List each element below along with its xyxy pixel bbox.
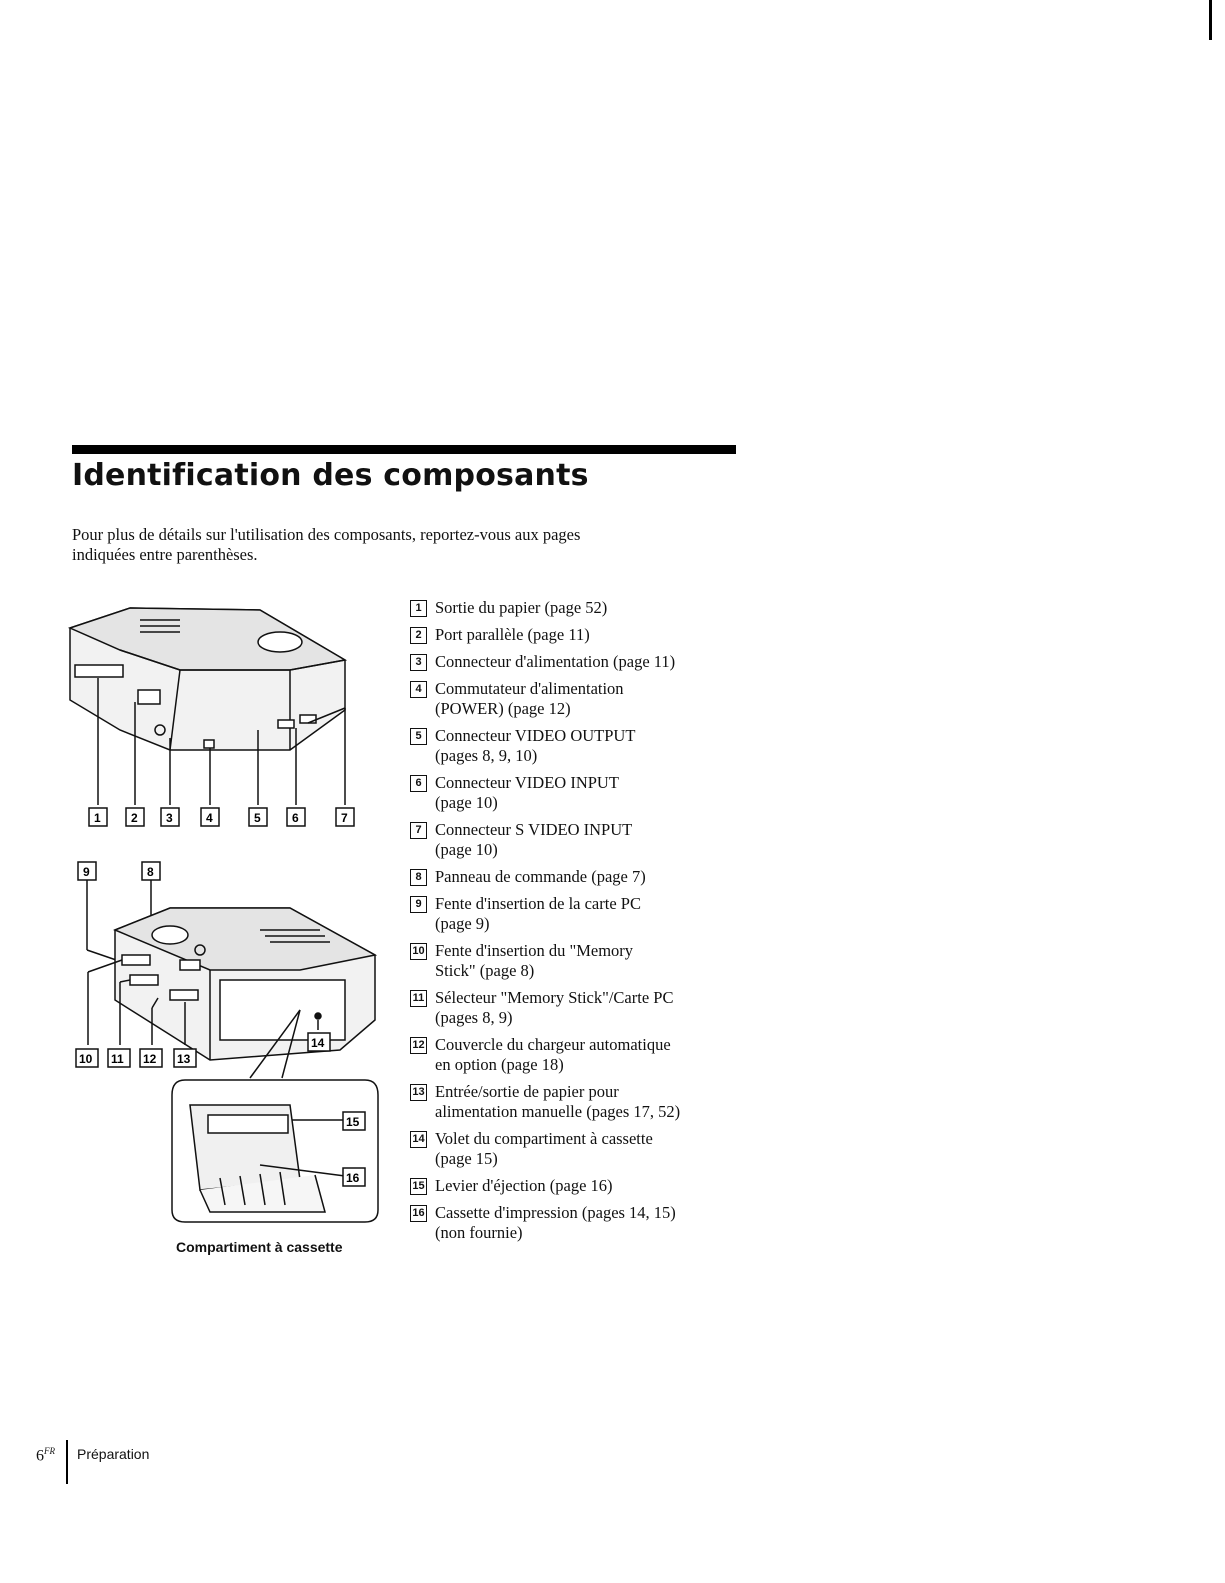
legend-number-badge: 13 — [410, 1084, 427, 1101]
callout-4: 4 — [206, 811, 213, 825]
corner-registration-mark — [1209, 0, 1212, 40]
legend-item — [410, 1176, 730, 1196]
legend-text-line-1: Fente d'insertion de la carte PC — [435, 894, 641, 913]
legend-text-line-1: Port parallèle (page 11) — [435, 625, 590, 644]
legend-item — [410, 941, 730, 981]
legend-text-line-2: Stick" (page 8) — [435, 961, 535, 980]
title-rule — [72, 445, 736, 454]
legend-number-badge: 9 — [410, 896, 427, 913]
legend-item — [410, 894, 730, 934]
figure-caption: Compartiment à cassette — [176, 1239, 343, 1255]
legend-text — [435, 679, 730, 719]
legend-item — [410, 1129, 730, 1169]
legend-number-badge: 11 — [410, 990, 427, 1007]
legend-text — [435, 625, 730, 645]
legend-number-badge: 16 — [410, 1205, 427, 1222]
callout-1: 1 — [94, 811, 101, 825]
legend-number-badge: 4 — [410, 681, 427, 698]
page-title: Identification des composants — [72, 458, 589, 493]
legend-text-line-1: Connecteur VIDEO OUTPUT — [435, 726, 636, 745]
legend-text — [435, 773, 730, 813]
legend-number-badge: 12 — [410, 1037, 427, 1054]
footer-divider — [66, 1440, 68, 1484]
legend-text-line-1: Sélecteur "Memory Stick"/Carte PC — [435, 988, 674, 1007]
legend-text-line-2: (non fournie) — [435, 1223, 523, 1242]
legend-text-line-2: en option (page 18) — [435, 1055, 564, 1074]
legend-text — [435, 1035, 730, 1075]
callout-15: 15 — [346, 1115, 360, 1129]
callout-5: 5 — [254, 811, 261, 825]
legend-text — [435, 988, 730, 1028]
legend-text — [435, 867, 730, 887]
legend-number-badge: 7 — [410, 822, 427, 839]
legend-item — [410, 867, 730, 887]
legend-text-line-1: Panneau de commande (page 7) — [435, 867, 646, 886]
legend-text-line-1: Levier d'éjection (page 16) — [435, 1176, 613, 1195]
legend-item — [410, 773, 730, 813]
page-number: $6^{FR}$ — [36, 1446, 55, 1465]
legend-item — [410, 1082, 730, 1122]
legend-number-badge: 2 — [410, 627, 427, 644]
legend-item — [410, 679, 730, 719]
legend-text — [435, 726, 730, 766]
legend-text-line-2: (page 9) — [435, 914, 490, 933]
legend-item — [410, 625, 730, 645]
callout-2: 2 — [131, 811, 138, 825]
callout-10: 10 — [79, 1052, 93, 1066]
intro-line-1: Pour plus de détails sur l'utilisation des composants, reportez-vous aux pages — [72, 525, 581, 544]
legend-item — [410, 820, 730, 860]
callouts-upper-front — [78, 862, 160, 880]
component-legend — [410, 598, 730, 1250]
legend-number-badge: 3 — [410, 654, 427, 671]
legend-text — [435, 820, 730, 860]
callout-12: 12 — [143, 1052, 157, 1066]
legend-text — [435, 1176, 730, 1196]
legend-number-badge: 5 — [410, 728, 427, 745]
callouts-top — [89, 808, 354, 826]
callout-11: 11 — [111, 1052, 124, 1066]
callout-14: 14 — [311, 1036, 325, 1050]
legend-item — [410, 988, 730, 1028]
legend-text-line-2: (pages 8, 9, 10) — [435, 746, 538, 765]
legend-text-line-2: (POWER) (page 12) — [435, 699, 571, 718]
legend-text — [435, 941, 730, 981]
cassette-compartment-inset — [172, 1080, 378, 1222]
legend-number-badge: 15 — [410, 1178, 427, 1195]
callout-3: 3 — [166, 811, 173, 825]
legend-text-line-1: Connecteur S VIDEO INPUT — [435, 820, 633, 839]
legend-item — [410, 598, 730, 618]
legend-text — [435, 598, 730, 618]
section-name: Préparation — [77, 1446, 150, 1462]
legend-text-line-1: Connecteur d'alimentation (page 11) — [435, 652, 676, 671]
printer-rear-illustration — [70, 608, 345, 805]
legend-text-line-1: Fente d'insertion du "Memory — [435, 941, 634, 960]
legend-text-line-1: Connecteur VIDEO INPUT — [435, 773, 619, 792]
legend-number-badge: 14 — [410, 1131, 427, 1148]
legend-item — [410, 652, 730, 672]
callout-8: 8 — [147, 865, 154, 879]
legend-item — [410, 1035, 730, 1075]
legend-number-badge: 8 — [410, 869, 427, 886]
legend-text-line-1: Commutateur d'alimentation — [435, 679, 624, 698]
legend-text-line-1: Entrée/sortie de papier pour — [435, 1082, 619, 1101]
legend-text-line-1: Couvercle du chargeur automatique — [435, 1035, 671, 1054]
legend-number-badge: 1 — [410, 600, 427, 617]
intro-paragraph — [72, 525, 712, 565]
legend-text-line-1: Sortie du papier (page 52) — [435, 598, 608, 617]
callout-9: 9 — [83, 865, 90, 879]
callout-6: 6 — [292, 811, 299, 825]
callout-16: 16 — [346, 1171, 360, 1185]
callout-13: 13 — [177, 1052, 191, 1066]
legend-item — [410, 1203, 730, 1243]
legend-text-line-2: (page 10) — [435, 840, 498, 859]
legend-text-line-2: (page 10) — [435, 793, 498, 812]
legend-text-line-1: Volet du compartiment à cassette — [435, 1129, 653, 1148]
callout-7: 7 — [341, 811, 348, 825]
legend-text — [435, 1082, 730, 1122]
intro-line-2: indiquées entre parenthèses. — [72, 545, 258, 564]
legend-text — [435, 652, 730, 672]
legend-text — [435, 1129, 730, 1169]
legend-number-badge: 10 — [410, 943, 427, 960]
legend-number-badge: 6 — [410, 775, 427, 792]
legend-text-line-2: (page 15) — [435, 1149, 498, 1168]
legend-text-line-2: (pages 8, 9) — [435, 1008, 513, 1027]
legend-item — [410, 726, 730, 766]
legend-text — [435, 1203, 730, 1243]
legend-text-line-1: Cassette d'impression (pages 14, 15) — [435, 1203, 676, 1222]
printer-diagram — [60, 590, 390, 1230]
legend-text-line-2: alimentation manuelle (pages 17, 52) — [435, 1102, 681, 1121]
legend-text — [435, 894, 730, 934]
